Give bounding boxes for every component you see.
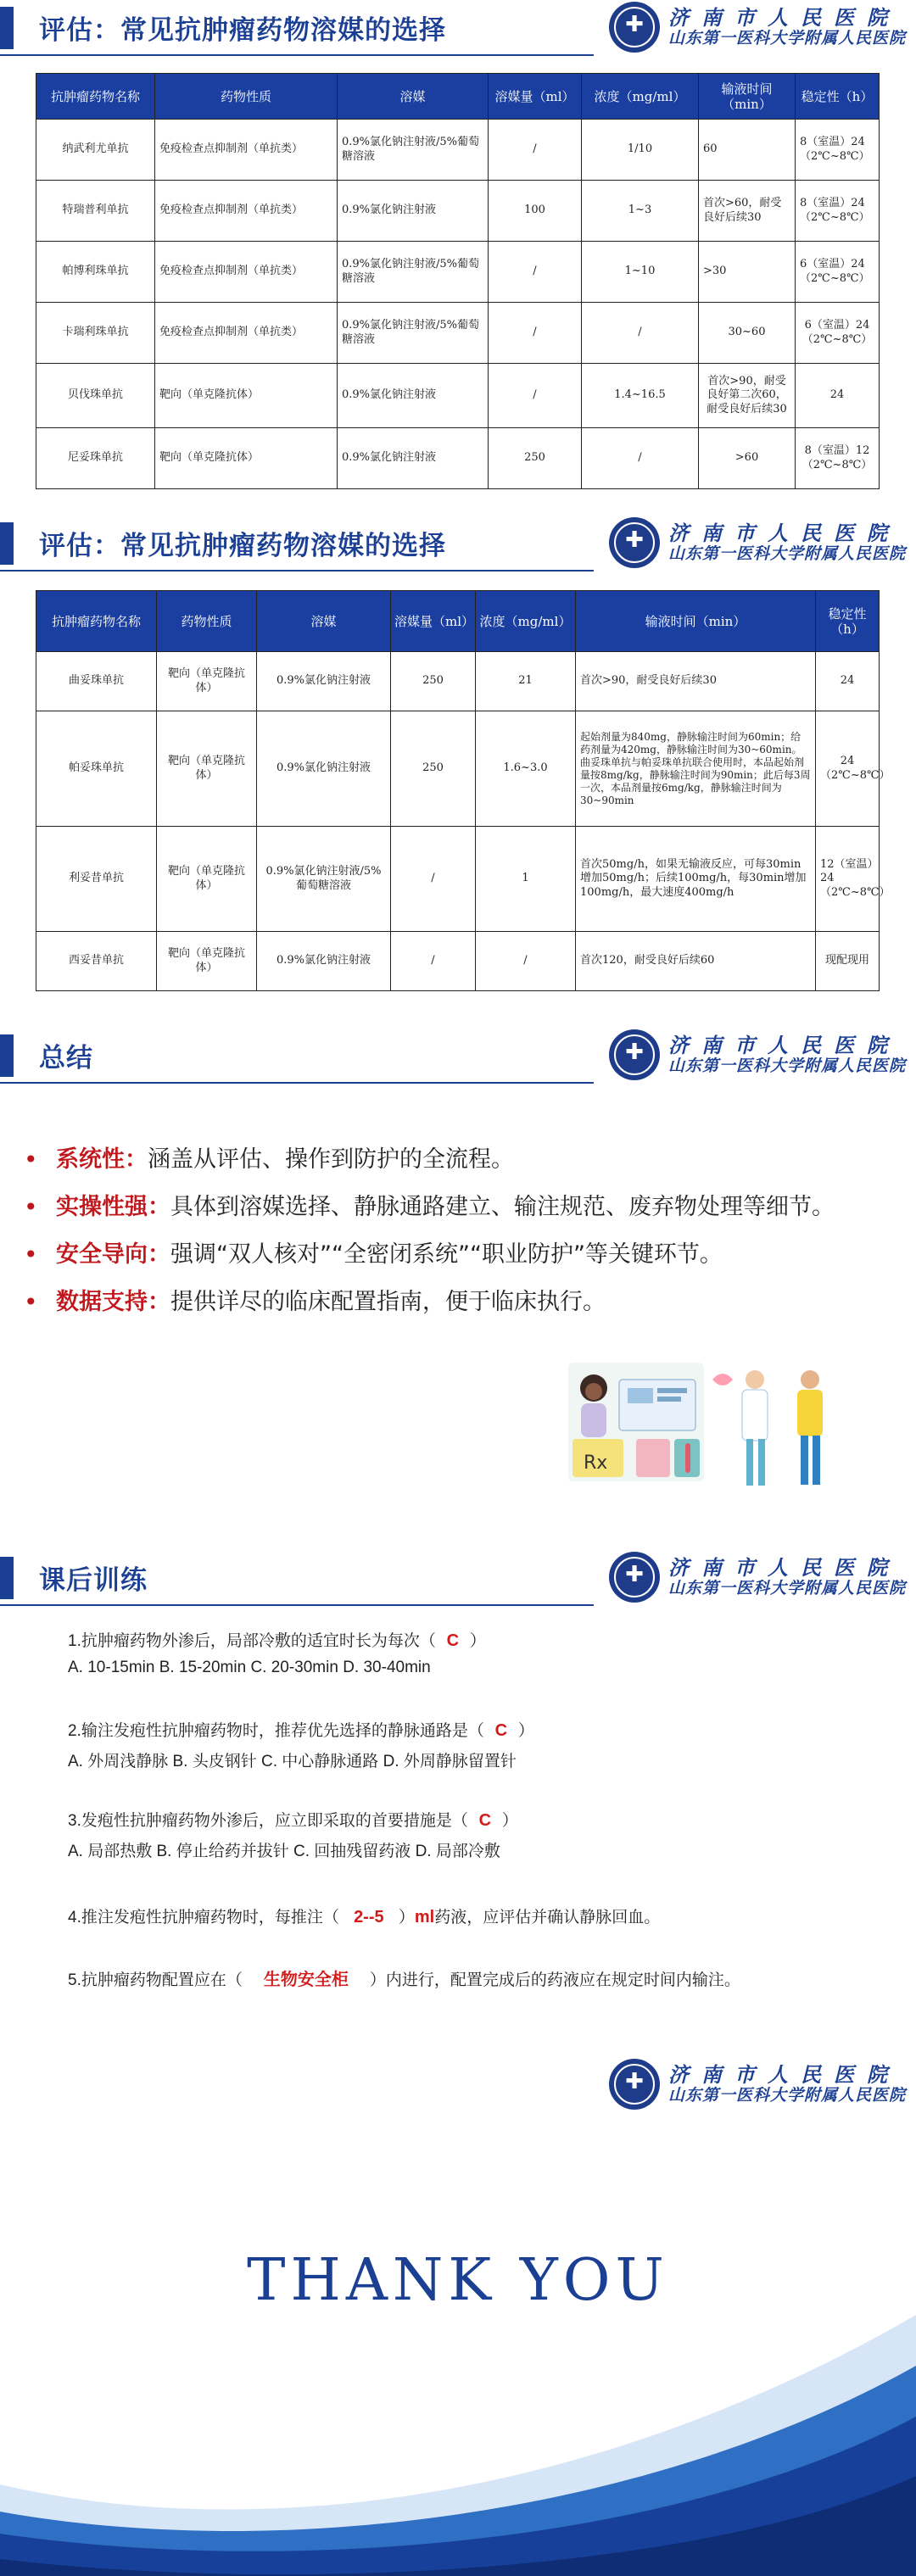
table-cell: 6（室温）24（2℃~8℃） [796,242,880,303]
answer-text: C [478,1811,492,1830]
hospital-name-line1: 济南市人民医院 [667,1555,900,1581]
table-cell: >60 [699,428,796,489]
table-cell: 60 [699,120,796,181]
column-header: 抗肿瘤药物名称 [36,591,157,652]
table-cell: / [391,932,476,991]
hospital-seal-icon [609,1029,660,1080]
table-cell: 12（室温）24（2℃~8℃） [816,827,880,932]
title-accent-bar [0,1557,14,1599]
section-quiz [0,1550,916,2025]
question-text: ） [398,1909,415,1926]
bullet-icon: • [24,1193,38,1221]
table-cell: 帕妥珠单抗 [36,711,157,827]
hospital-name-line1: 济南市人民医院 [667,5,900,31]
hospital-seal-icon [609,517,660,568]
table-cell: / [489,364,582,428]
table-row [36,364,880,428]
quiz-options-1: A. 10-15min B. 15-20min C. 20-30min D. 30-40min [68,1659,431,1676]
table-cell: / [476,932,576,991]
table-cell: 西妥昔单抗 [36,932,157,991]
summary-list [24,1136,889,1326]
hospital-seal-icon [609,1552,660,1603]
hospital-name-line2: 山东第一医科大学附属人民医院 [667,2085,906,2105]
quiz-question-3 [68,1808,518,1831]
table-cell: 首次>90，耐受良好后续30 [576,652,816,711]
quiz-question-1 [68,1628,486,1651]
table-cell: 1 [476,827,576,932]
table-cell: 靶向（单克隆抗体） [157,827,257,932]
table-cell: 30~60 [699,303,796,364]
table-row [36,303,880,364]
table-cell: 1.6~3.0 [476,711,576,827]
summary-text: 涵盖从评估、操作到防护的全流程。 [148,1146,514,1173]
summary-item [24,1184,889,1231]
table-cell: 0.9%氯化钠注射液 [257,932,391,991]
table-cell: 免疫检查点抑制剂（单抗类） [155,181,338,242]
table-cell: 1~3 [582,181,699,242]
table-cell: 1~10 [582,242,699,303]
table-row [36,652,880,711]
medical-staff-illustration [568,1354,848,1494]
hospital-name-line2: 山东第一医科大学附属人民医院 [667,1578,906,1597]
section-title: 评估：常见抗肿瘤药物溶媒的选择 [39,531,446,561]
answer-text: 生物安全柜 [263,1971,349,1989]
table-row [36,827,880,932]
table-cell: 1.4~16.5 [582,364,699,428]
table-cell: 0.9%氯化钠注射液 [338,181,489,242]
hospital-name-line1: 济南市人民医院 [667,2062,900,2088]
column-header: 输液时间（min） [576,591,816,652]
column-header: 浓度（mg/ml） [476,591,576,652]
table-cell: 1/10 [582,120,699,181]
section-title: 总结 [39,1043,93,1073]
summary-text: 提供详尽的临床配置指南，便于临床执行。 [170,1289,606,1315]
table-row [36,428,880,489]
title-underline [0,54,594,56]
section-summary [0,1028,916,1536]
table-cell: 曲妥珠单抗 [36,652,157,711]
question-text: 2.输注发疱性抗肿瘤药物时，推荐优先选择的静脉通路是（ [68,1722,484,1740]
table-cell: 特瑞普利单抗 [36,181,155,242]
column-header: 溶媒量（ml） [489,74,582,120]
table-cell: 首次>90，耐受良好第二次60，耐受良好后续30 [699,364,796,428]
solvent-table-2 [36,590,891,991]
table-cell: 首次120，耐受良好后续60 [576,932,816,991]
question-text: ） [501,1812,518,1830]
table-cell: 21 [476,652,576,711]
summary-keyword: 安全导向： [56,1241,170,1268]
quiz-options-3: A. 局部热敷 B. 停止给药并拔针 C. 回抽残留药液 D. 局部冷敷 [68,1843,500,1860]
quiz-question-2 [68,1718,534,1741]
question-text: ）内进行，配置完成后的药液应在规定时间内输注。 [369,1971,740,1989]
section-header [0,1028,916,1087]
table-cell: 0.9%氯化钠注射液/5%葡萄糖溶液 [338,303,489,364]
column-header: 抗肿瘤药物名称 [36,74,155,120]
table-cell: 6（室温）24（2℃~8℃） [796,303,880,364]
section-header [0,0,916,59]
summary-keyword: 实操性强： [56,1194,170,1220]
table-cell: 0.9%氯化钠注射液 [338,364,489,428]
unit-text: ml [414,1908,435,1926]
hospital-logo [609,517,906,568]
quiz-question-5 [68,1965,740,1990]
table-row [36,181,880,242]
table-cell: 24（2℃~8℃） [816,711,880,827]
table-cell: 靶向（单克隆抗体） [155,428,338,489]
hospital-seal-icon [609,2059,660,2110]
table-cell: 首次>60，耐受良好后续30 [699,181,796,242]
quiz-options-2: A. 外周浅静脉 B. 头皮钢针 C. 中心静脉通路 D. 外周静脉留置针 [68,1753,517,1770]
hospital-logo [609,2059,906,2110]
table-cell: 250 [391,652,476,711]
decorative-wave [0,2289,916,2576]
table-row [36,711,880,827]
table-cell: 0.9%氯化钠注射液/5%葡萄糖溶液 [338,242,489,303]
table-cell: 靶向（单克隆抗体） [157,652,257,711]
table-cell: / [582,303,699,364]
hospital-logo [609,2,906,53]
title-accent-bar [0,7,14,49]
summary-text: 具体到溶媒选择、静脉通路建立、输注规范、废弃物处理等细节。 [170,1194,835,1220]
table-cell: 0.9%氯化钠注射液 [338,428,489,489]
section-header [0,516,916,575]
table-row [36,242,880,303]
table-cell: 0.9%氯化钠注射液/5%葡萄糖溶液 [338,120,489,181]
table-cell: / [489,303,582,364]
summary-keyword: 系统性： [56,1146,148,1173]
table-cell: 靶向（单克隆抗体） [157,932,257,991]
hospital-seal-icon [609,2,660,53]
column-header: 浓度（mg/ml） [582,74,699,120]
table-cell: 24 [816,652,880,711]
table-cell: / [489,120,582,181]
section-solvent-table-1 [0,0,916,509]
column-header: 输液时间（min） [699,74,796,120]
table-cell: 贝伐珠单抗 [36,364,155,428]
table-cell: 8（室温）24（2℃~8℃） [796,181,880,242]
summary-item [24,1279,889,1326]
column-header: 稳定性（h） [816,591,880,652]
answer-text: C [494,1721,508,1740]
table-cell: 尼妥珠单抗 [36,428,155,489]
section-header [0,1550,916,1609]
table-cell: 利妥昔单抗 [36,827,157,932]
answer-text: C [446,1631,460,1650]
column-header: 溶媒量（ml） [391,591,476,652]
column-header: 药物性质 [157,591,257,652]
column-header: 药物性质 [155,74,338,120]
table-row [36,932,880,991]
table-cell: 起始剂量为840mg，静脉输注时间为60min；给药剂量为420mg，静脉输注时间为30~60min。曲妥珠单抗与帕妥珠单抗联合使用时，本品起始剂量按8mg/kg，静脉输注时间为90min；此后每3周一次，本品剂量按6mg/kg，静脉输注时间为30~90min [576,711,816,827]
question-text: 3.发疱性抗肿瘤药物外渗后，应立即采取的首要措施是（ [68,1812,468,1830]
table-cell: 免疫检查点抑制剂（单抗类） [155,303,338,364]
summary-item [24,1136,889,1184]
hospital-name-line1: 济南市人民医院 [667,521,900,546]
table-header-row [36,591,880,652]
table-cell: 250 [391,711,476,827]
table-cell: 帕博利珠单抗 [36,242,155,303]
hospital-name-line2: 山东第一医科大学附属人民医院 [667,1056,906,1075]
quiz-question-4 [68,1904,660,1927]
title-underline [0,1082,594,1084]
answer-text: 2--5 [354,1908,384,1926]
hospital-logo [609,1029,906,1080]
hospital-name-line1: 济南市人民医院 [667,1033,900,1058]
table-cell: 纳武利尤单抗 [36,120,155,181]
table-cell: 靶向（单克隆抗体） [155,364,338,428]
table-header-row [36,74,880,120]
title-underline [0,570,594,572]
section-title: 课后训练 [39,1565,148,1596]
section-solvent-table-2 [0,516,916,1007]
table-cell: 0.9%氯化钠注射液 [257,711,391,827]
table-cell: 0.9%氯化钠注射液 [257,652,391,711]
table-cell: 现配现用 [816,932,880,991]
column-header: 稳定性（h） [796,74,880,120]
table-cell: >30 [699,242,796,303]
table-cell: 100 [489,181,582,242]
table-cell: 靶向（单克隆抗体） [157,711,257,827]
question-text: 1.抗肿瘤药物外渗后，局部冷敷的适宜时长为每次（ [68,1632,436,1650]
summary-keyword: 数据支持： [56,1289,170,1315]
table-cell: 卡瑞利珠单抗 [36,303,155,364]
thank-you-text: THANK YOU [247,2247,669,2314]
svg-text:Rx: Rx [584,1452,608,1474]
table-cell: 250 [489,428,582,489]
table-cell: 首次50mg/h，如果无输液反应，可每30min增加50mg/h；后续100mg/h，每30min增加100mg/h，最大速度400mg/h [576,827,816,932]
table-cell: 免疫检查点抑制剂（单抗类） [155,242,338,303]
bullet-icon: • [24,1288,38,1316]
question-text: 药液，应评估并确认静脉回血。 [434,1909,661,1926]
table-cell: / [489,242,582,303]
section-title: 评估：常见抗肿瘤药物溶媒的选择 [39,15,446,46]
question-text: ） [517,1722,534,1740]
table-cell: 8（室温）12（2℃~8℃） [796,428,880,489]
table-row [36,120,880,181]
hospital-name-line2: 山东第一医科大学附属人民医院 [667,544,906,563]
hospital-name-line2: 山东第一医科大学附属人民医院 [667,28,906,47]
table-cell: / [391,827,476,932]
solvent-table-1 [36,73,880,489]
title-accent-bar [0,1034,14,1077]
table-cell: 24 [796,364,880,428]
question-text: 5.抗肿瘤药物配置应在（ [68,1971,243,1989]
title-accent-bar [0,522,14,565]
table-cell: / [582,428,699,489]
table-cell: 免疫检查点抑制剂（单抗类） [155,120,338,181]
column-header: 溶媒 [338,74,489,120]
table-cell: 8（室温）24（2℃~8℃） [796,120,880,181]
column-header: 溶媒 [257,591,391,652]
bullet-icon: • [24,1146,38,1174]
hospital-logo [609,1552,906,1603]
summary-item [24,1231,889,1279]
question-text: 4.推注发疱性抗肿瘤药物时，每推注（ [68,1909,339,1926]
title-underline [0,1604,594,1606]
bullet-icon: • [24,1241,38,1268]
question-text: ） [469,1632,486,1650]
summary-text: 强调“双人核对”“全密闭系统”“职业防护”等关键环节。 [170,1241,723,1268]
table-cell: 0.9%氯化钠注射液/5%葡萄糖溶液 [257,827,391,932]
